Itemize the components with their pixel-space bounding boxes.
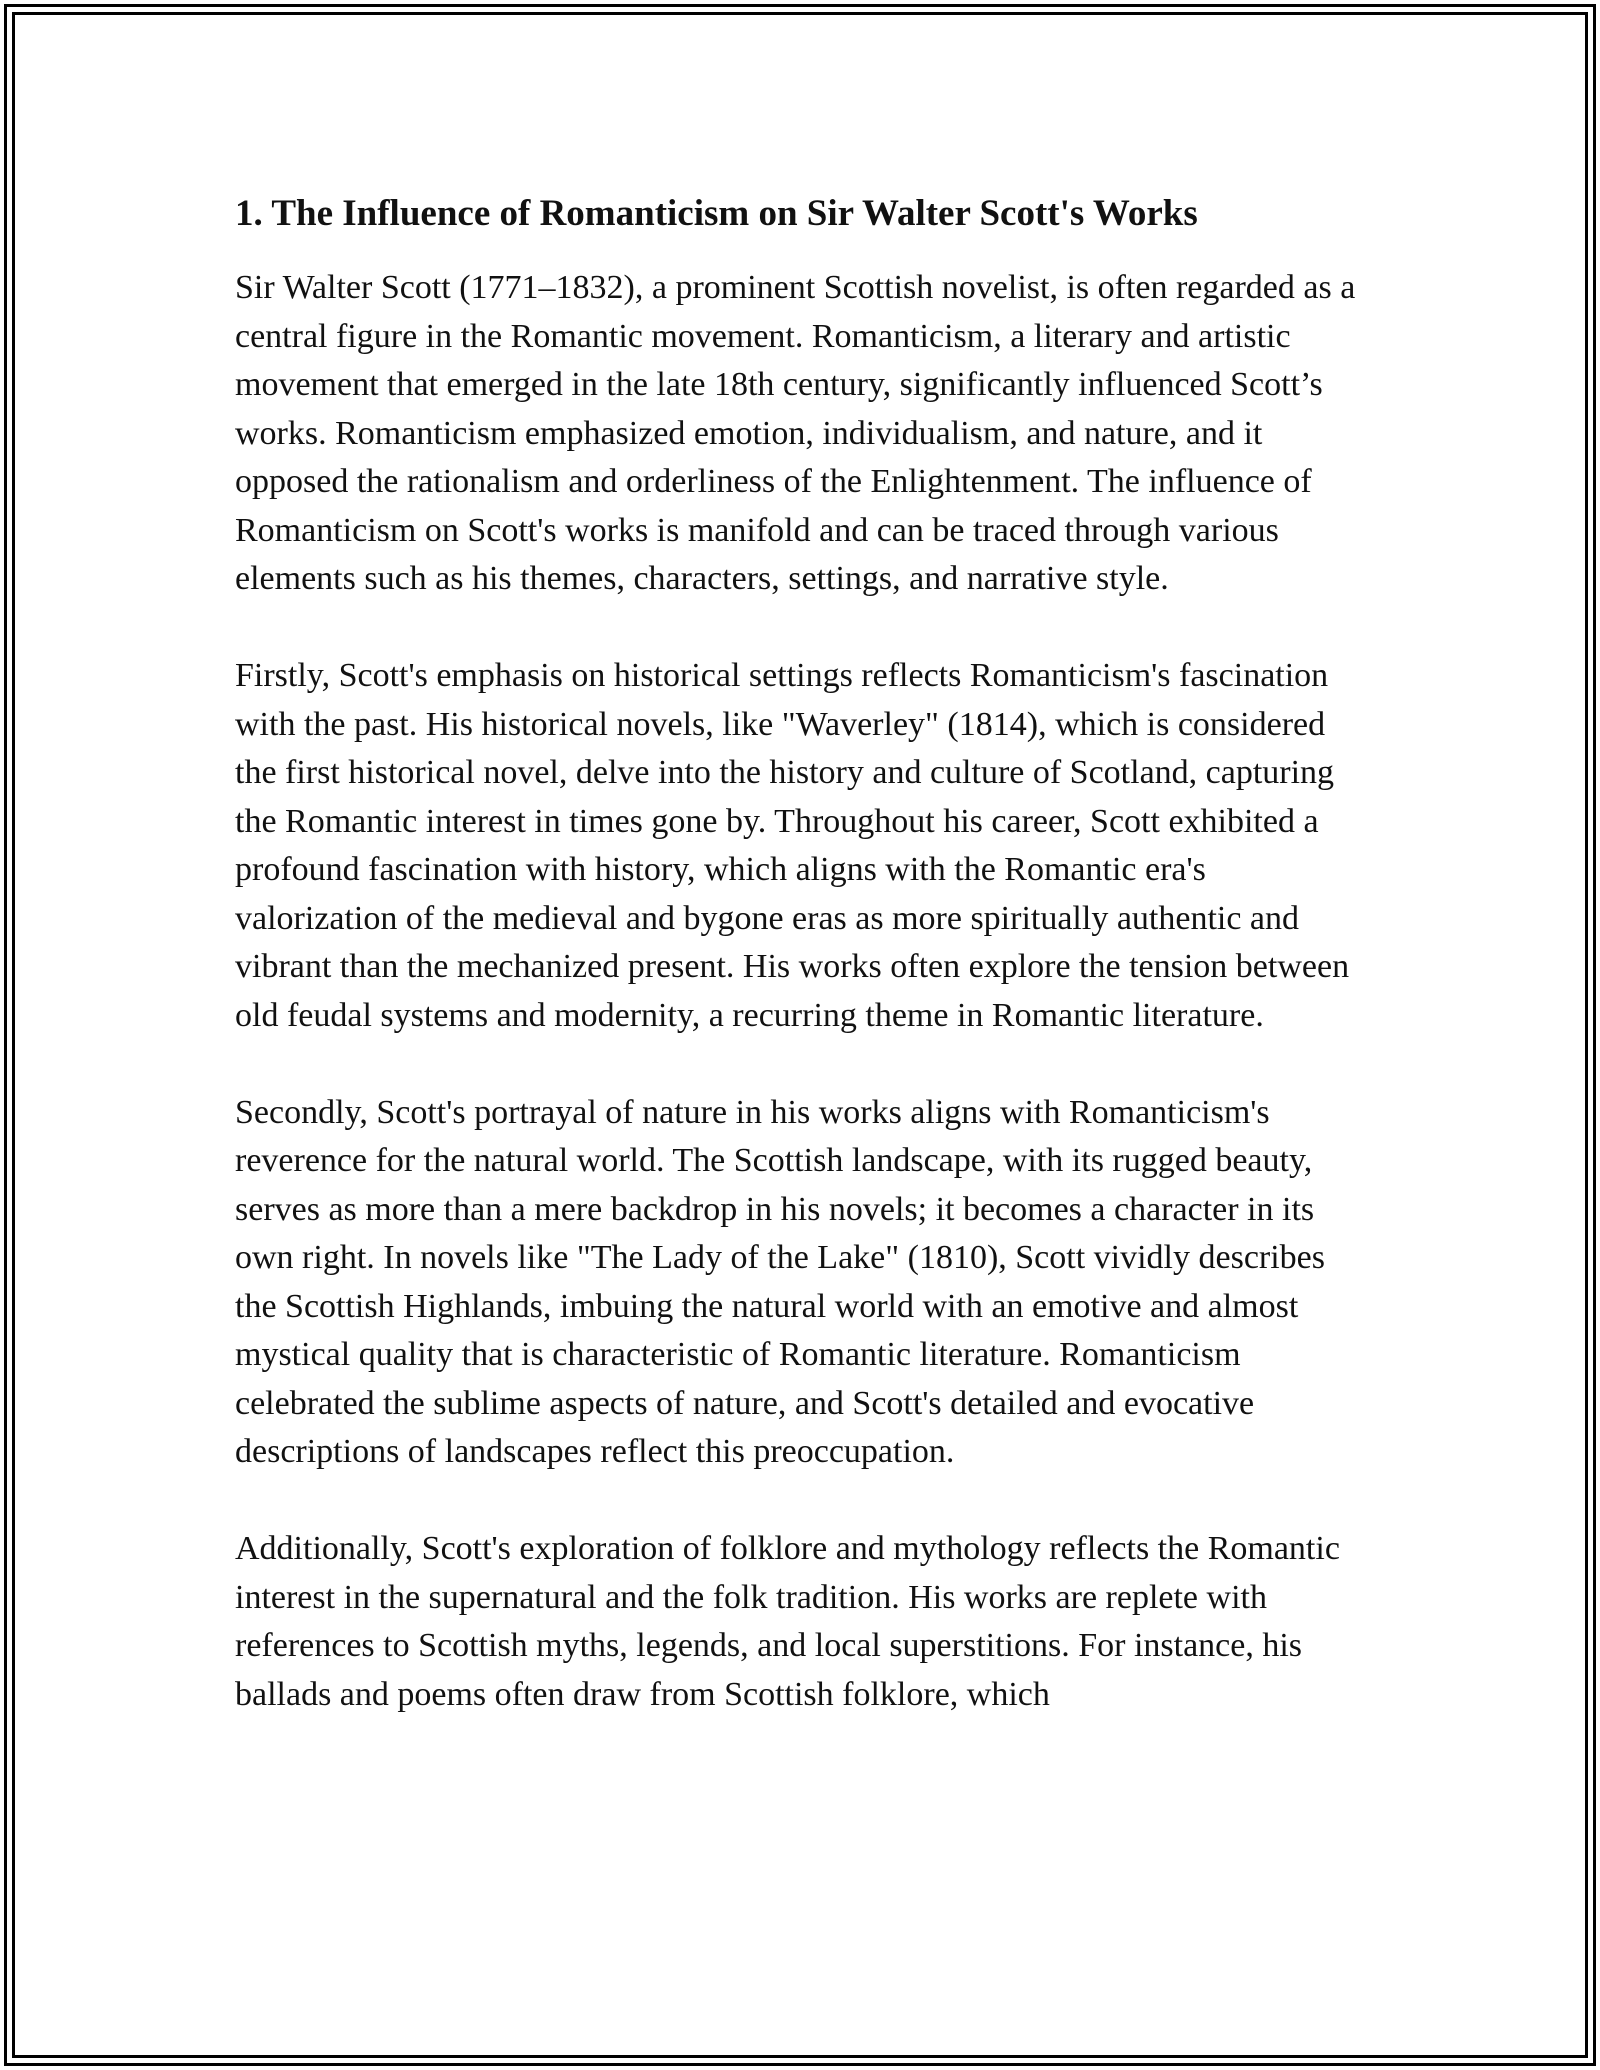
section-heading: 1. The Influence of Romanticism on Sir Walter Scott's Works: [235, 193, 1198, 234]
paragraph-historical-settings: Firstly, Scott's emphasis on historical settings reflects Romanticism's fascination with the past. His historical novels, like "Waverley" (1814), which is considered the first historical novel, delve into the history and culture of Scotland, capturing the Romantic interest in times gone by. Throughout his career, Scott exhibited a profound fascination with history, which aligns with the Romantic era's valorization of the medieval and bygone eras as more spiritually authentic and vibrant than the mechanized present. His works often explore the tension between old feudal systems and modernity, a recurring theme in Romantic literature.: [235, 657, 1350, 1034]
paragraph-folklore: Additionally, Scott's exploration of folklore and mythology reflects the Romantic interest in the supernatural and the folk tradition. His works are replete with references to Scottish myths, legends, and local superstitions. For instance, his ballads and poems often draw from Scottish folklore, which: [235, 1530, 1340, 1713]
document-body: [235, 186, 1375, 1768]
paragraph-nature: Secondly, Scott's portrayal of nature in his works aligns with Romanticism's reverence for the natural world. The Scottish landscape, with its rugged beauty, serves as more than a mere backdrop in his novels; it becomes a character in its own right. In novels like "The Lady of the Lake" (1810), Scott vividly describes the Scottish Highlands, imbuing the natural world with an emotive and almost mystical quality that is characteristic of Romantic literature. Romanticism celebrated the sublime aspects of nature, and Scott's detailed and evocative descriptions of landscapes reflect this preoccupation.: [235, 1093, 1326, 1470]
paragraph-introduction: Sir Walter Scott (1771–1832), a prominent Scottish novelist, is often regarded as a central figure in the Romantic movement. Romanticism, a literary and artistic movement that emerged in the late 18th century, significantly influenced Scott’s works. Romanticism emphasized emotion, individualism, and nature, and it opposed the rationalism and orderliness of the Enlightenment. The influence of Romanticism on Scott's works is manifold and can be traced through various elements such as his themes, characters, settings, and narrative style.: [235, 269, 1356, 597]
